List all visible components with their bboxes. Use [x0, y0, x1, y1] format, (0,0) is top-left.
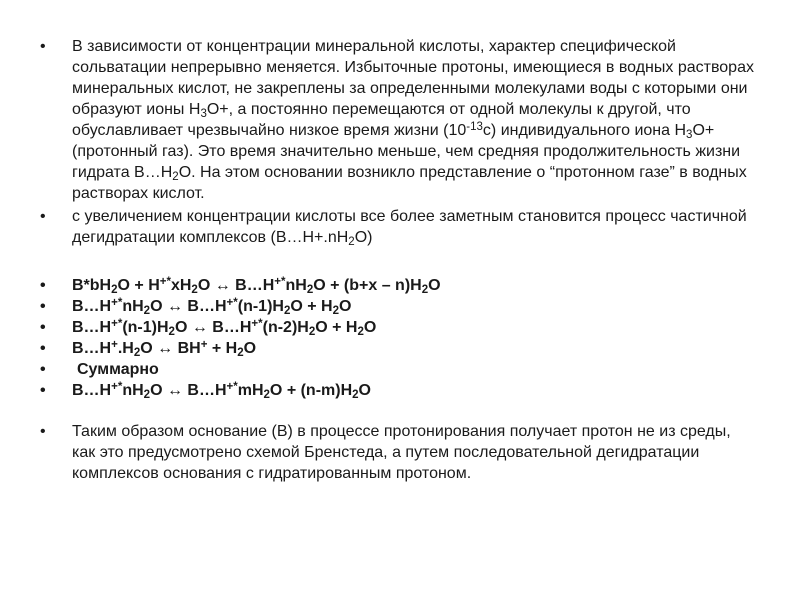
bullet-list [38, 36, 758, 484]
paragraph-2-tail: O) [354, 229, 373, 246]
paragraph-1-text-part-4: O+ (протонный газ). Это время значительно меньше, чем средняя продолжительность жизни гидрата B…H [72, 122, 741, 181]
subscript: 3 [686, 128, 693, 141]
paragraph-1-text-part-3: c) индивидуального иона H [482, 122, 687, 139]
equation-3: • $B\dots H^{+*}(n-1)H_2O$ ↔ $B\dots H^{+*}(n-2)H_2O + H_2O$ [38, 317, 758, 338]
summary-label: • Суммарно [38, 359, 758, 380]
equation-2: • $B\dots H^{+*}nH_2O$ ↔ $B\dots H^{+*}(n-1)H_2O + H_2O$ [38, 296, 758, 317]
equation-5: • $B\dots H^{+*}nH_2O$ ↔ $B\dots H^{+*}mH_2O + (n-m)H_2O$ [38, 380, 758, 401]
subscript: 3 [200, 107, 207, 120]
bullet-paragraph-1 [38, 36, 758, 204]
equation-4: • $B\dots H^+.H_2O$ ↔ $BH^+ + H_2O$ [38, 338, 758, 359]
spacer [38, 248, 758, 275]
paragraph-1-text-part-1: В зависимости от концентрации минеральной кислоты, характер специфической сольватации непрерывно меняется. Избыточные протоны, имеющиеся в водных растворах минеральных кислот, не закреплены за определенными молекулами воды с которыми они образуют ионы H [72, 38, 754, 118]
subscript: 2 [172, 170, 179, 183]
spacer [38, 401, 758, 421]
paragraph-2-text: с увеличением концентрации кислоты все более заметным становится процесс частичной дегидратации комплексов (B…H+.nH [72, 208, 747, 246]
paragraph-1-text-part-5: O. На этом основании возникло представление о “протонном газе” в водных растворах кислот. [72, 164, 747, 202]
paragraph-1-text-part-2: O+, а постоянно перемещаются от одной молекулы к другой, что обуславливает чрезвычайно низкое время жизни (10 [72, 101, 691, 139]
equation-1: • $B*bH_2O + H^{+*}xH_2O$ ↔ $B\dots H^{+*}nH_2O + (b+x - n)H_2O$ [38, 275, 758, 296]
paragraph-3-text: Таким образом основание (B) в процессе протонирования получает протон не из среды, как это предусмотрено схемой Бренстеда, а путем последовательной дегидратации комплексов основания с гидратированным протоном. [72, 423, 731, 482]
subscript: 2 [348, 235, 355, 248]
bullet-paragraph-3 [38, 421, 758, 484]
bullet-paragraph-2 [38, 206, 758, 248]
superscript: -13 [466, 120, 483, 133]
